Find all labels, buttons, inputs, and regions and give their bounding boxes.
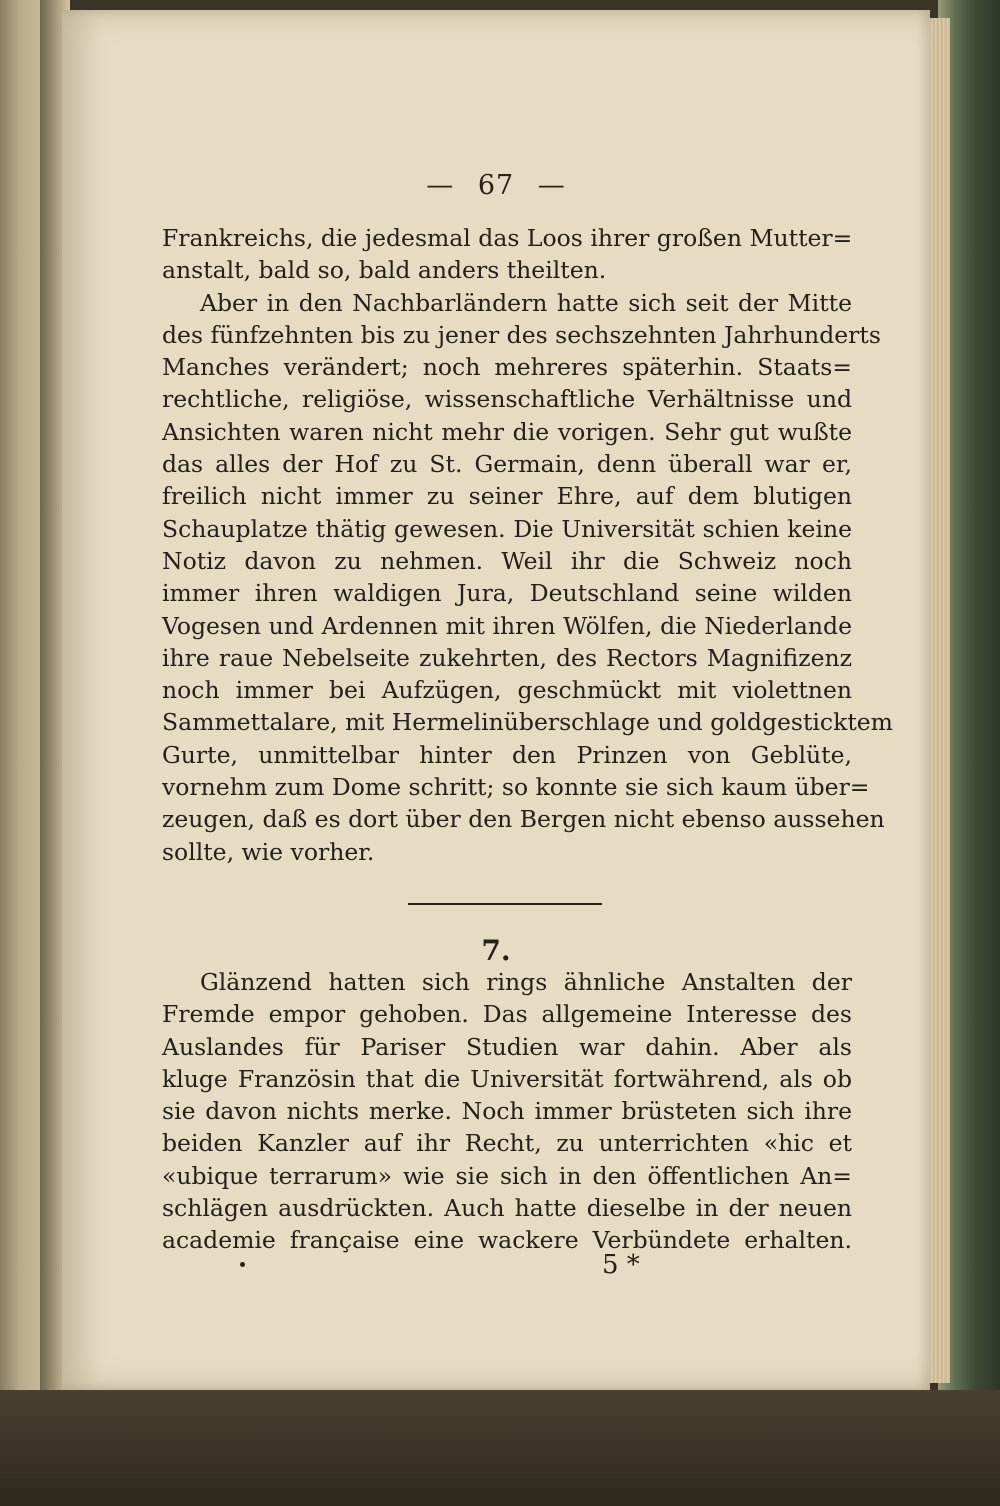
header-dash-right: — (537, 170, 566, 201)
text-line: des fünfzehnten bis zu jener des sechszehnten Jahrhunderts (162, 320, 881, 349)
text-block-1 (162, 222, 893, 868)
text-block-2 (162, 966, 852, 1257)
text-line: Fremde empor gehoben. Das allgemeine Interesse des (162, 1000, 852, 1029)
text-line: anstalt, bald so, bald anders theilten. (162, 256, 607, 285)
text-line: kluge Französin that die Universität fortwährend, als ob (162, 1064, 852, 1093)
book-page (62, 10, 930, 1390)
text-line: das alles der Hof zu St. Germain, denn überall war er, (162, 450, 852, 479)
header-dash-left: — (426, 170, 455, 201)
text-line: sie davon nichts merke. Noch immer brüsteten sich ihre (162, 1097, 852, 1126)
text-line: academie française eine wackere Verbündete erhalten. (162, 1226, 852, 1255)
text-line: Notiz davon zu nehmen. Weil ihr die Schweiz noch (162, 546, 852, 575)
text-line: Aber in den Nachbarländern hatte sich seit der Mitte (200, 288, 852, 317)
text-line: freilich nicht immer zu seiner Ehre, auf dem blutigen (162, 482, 852, 511)
text-line: noch immer bei Aufzügen, geschmückt mit violettnen (162, 676, 852, 705)
text-line: ihre raue Nebelseite zukehrten, des Rectors Magnifizenz (162, 643, 852, 672)
text-line: Frankreichs, die jedesmal das Loos ihrer großen Mutter= (162, 224, 853, 252)
text-line: beiden Kanzler auf ihr Recht, zu unterrichten «hic et (162, 1129, 852, 1158)
text-line: immer ihren waldigen Jura, Deutschland seine wilden (162, 579, 852, 608)
ink-dot (240, 1262, 245, 1267)
text-line: vornehm zum Dome schritt; so konnte sie sich kaum über= (162, 773, 870, 802)
text-line: rechtliche, religiöse, wissenschaftliche Verhältnisse und (162, 385, 852, 414)
section-number: 7. (481, 934, 511, 967)
book-bottom-shadow (0, 1390, 1000, 1506)
text-line: Vogesen und Ardennen mit ihren Wölfen, die Niederlande (162, 611, 852, 640)
text-line: zeugen, daß es dort über den Bergen nicht ebenso aussehen (162, 805, 885, 834)
text-line: Auslandes für Pariser Studien war dahin. Aber als (162, 1032, 852, 1061)
text-line: Glänzend hatten sich rings ähnliche Anstalten der (200, 968, 852, 996)
page-header (62, 170, 930, 201)
page-number: 67 (477, 170, 515, 201)
text-line: Schauplatze thätig gewesen. Die Universität schien keine (162, 514, 852, 543)
text-line: Manches verändert; noch mehreres späterhin. Staats= (162, 353, 852, 382)
text-line: sollte, wie vorher. (162, 837, 375, 866)
signature-mark: 5 * (602, 1250, 640, 1280)
text-line: Ansichten waren nicht mehr die vorigen. Sehr gut wußte (162, 417, 852, 446)
text-line: Gurte, unmittelbar hinter den Prinzen von Geblüte, (162, 740, 852, 769)
section-divider (408, 903, 602, 905)
text-line: schlägen ausdrückten. Auch hatte dieselbe in der neuen (162, 1194, 852, 1223)
text-line: «ubique terrarum» wie sie sich in den öffentlichen An= (162, 1161, 852, 1190)
text-line: Sammettalare, mit Hermelinüberschlage und goldgesticktem (162, 708, 893, 737)
